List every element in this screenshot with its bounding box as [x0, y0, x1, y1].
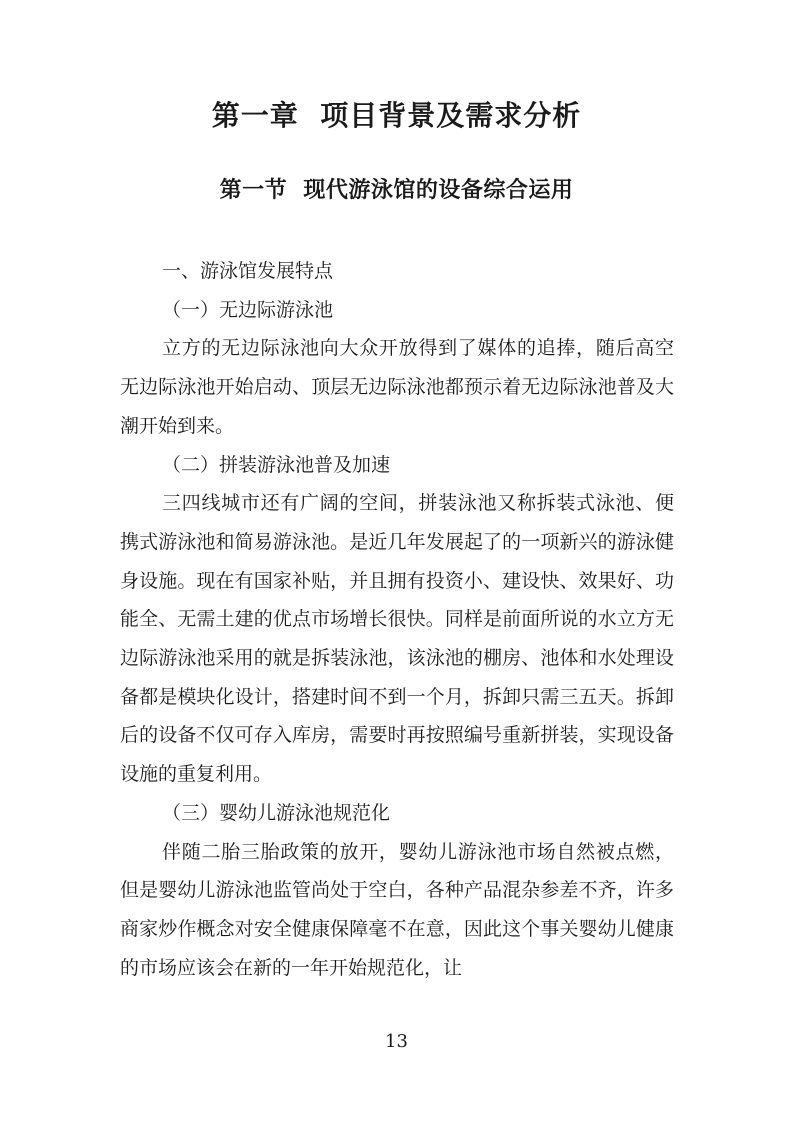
paragraph-assembled-pool: 三四线城市还有广阔的空间，拼装泳池又称拆装式泳池、便携式游泳池和简易游泳池。是近几年发展起了的一项新兴的游泳健身设施。现在有国家补贴，并且拥有投资小、建设快、效果好、功能全、无需土建的优点市场增长很快。同样是前面所说的水立方无边际游泳池采用的就是拆装泳池，该泳池的棚房、池体和水处理设备都是模块化设计，搭建时间不到一个月，拆卸只需三五天。拆卸后的设备不仅可存入库房，需要时再按照编号重新拼装，实现设备设施的重复利用。: [120, 492, 674, 786]
chapter-title: 第一章 项目背景及需求分析: [211, 99, 582, 132]
page-number: 13: [385, 1031, 408, 1052]
subheading-infant-pool: （三）婴幼儿游泳池规范化: [162, 801, 391, 824]
section-title: 第一节 现代游泳馆的设备综合运用: [219, 178, 574, 203]
paragraph-infant-pool: 伴随二胎三胎政策的放开，婴幼儿游泳池市场自然被点燃，但是婴幼儿游泳池监管尚处于空白，各种产品混杂参差不齐，许多商家炒作概念对安全健康保障毫不在意，因此这个事关婴幼儿健康的市场应该会在新的一年开始规范化，让: [120, 840, 674, 979]
paragraph-infinity-pool: 立方的无边际泳池向大众开放得到了媒体的追捧，随后高空无边际泳池开始启动、顶层无边际泳池都预示着无边际泳池普及大潮开始到来。: [120, 337, 674, 437]
body-text: [120, 252, 674, 987]
subheading-swimming-pool-features: 一、游泳馆发展特点: [162, 260, 334, 282]
subheading-infinity-pool: （一）无边际游泳池: [162, 298, 334, 321]
subheading-assembled-pool: （二）拼装游泳池普及加速: [162, 453, 391, 476]
